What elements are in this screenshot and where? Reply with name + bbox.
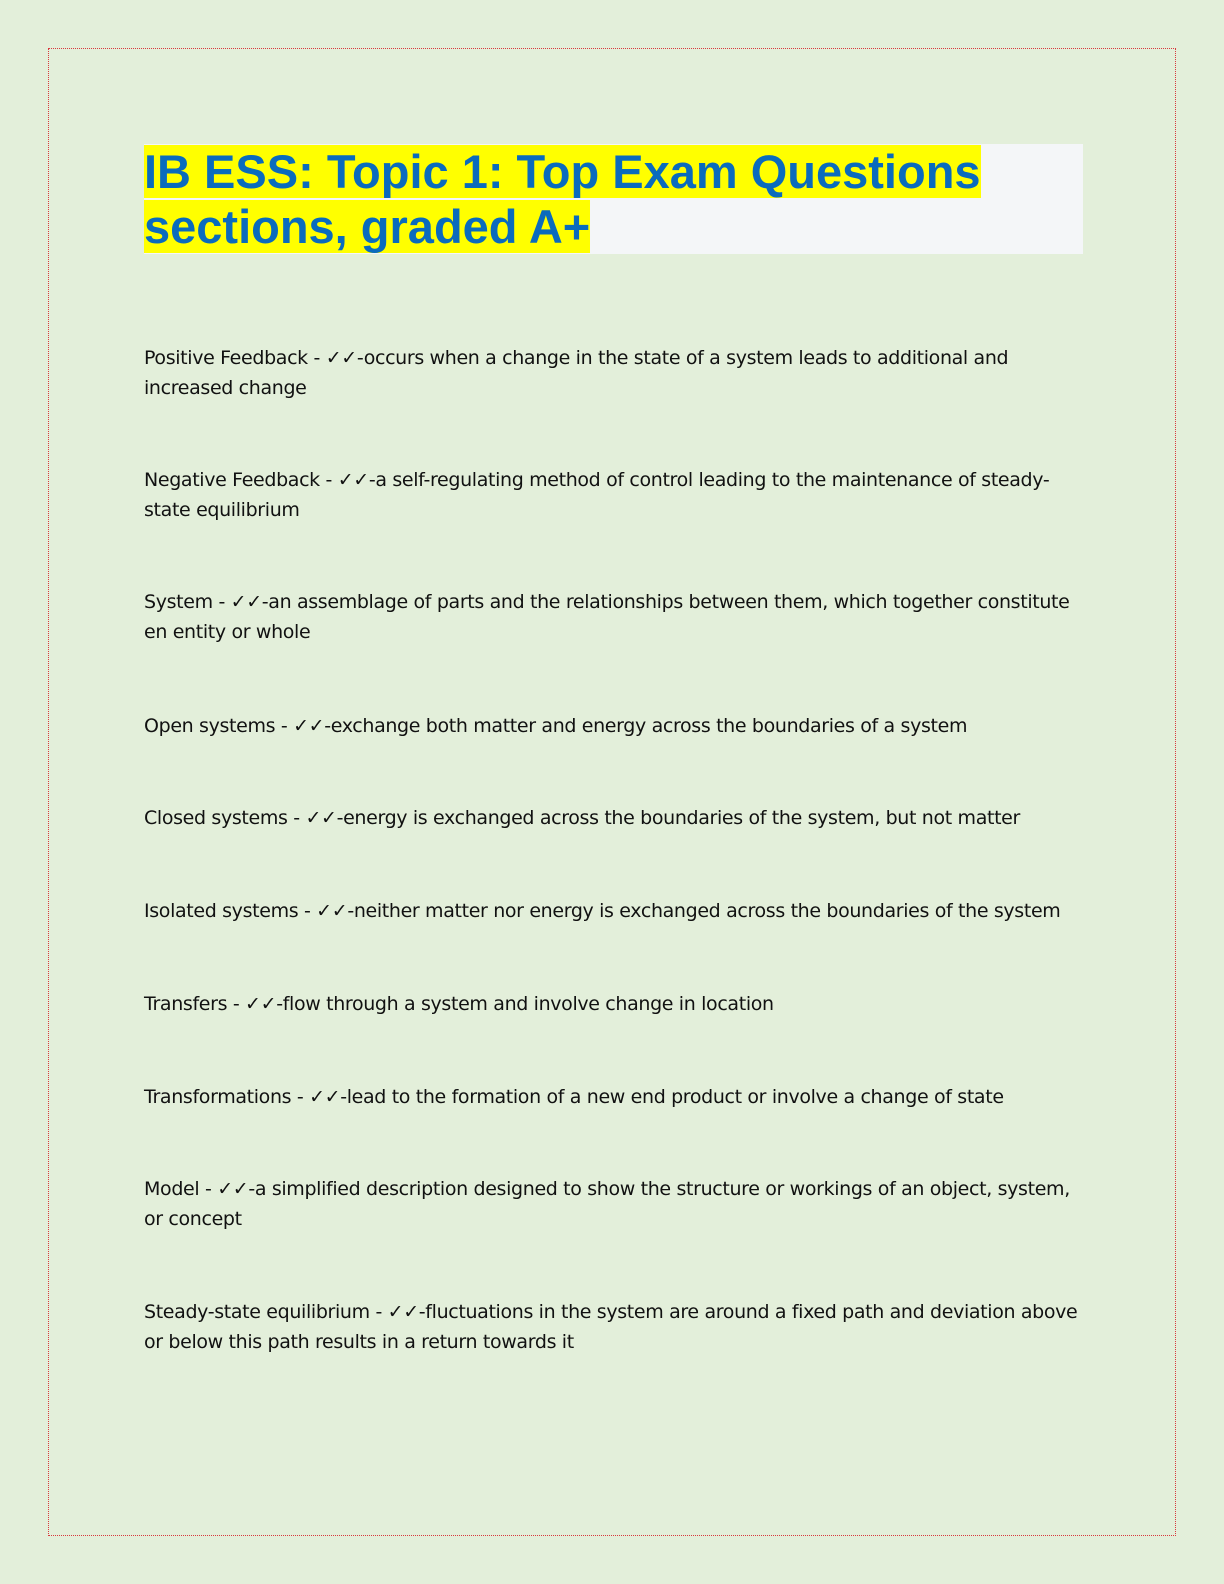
entry-term: Isolated systems - (144, 900, 317, 922)
double-check-icon: ✓✓ (309, 1086, 341, 1108)
double-check-icon: ✓✓ (387, 1301, 419, 1323)
double-check-icon: ✓✓ (305, 807, 337, 829)
definition-entry (144, 1082, 1089, 1112)
definition-entry (144, 803, 1089, 833)
page-title (144, 144, 1083, 254)
entry-term: Open systems - (144, 715, 294, 737)
title-block (144, 144, 1083, 254)
entry-definition: -an assemblage of parts and the relationships between them, which together constitute en entity or whole (144, 591, 1070, 643)
definition-entry (144, 711, 1089, 741)
entry-definition: -fluctuations in the system are around a fixed path and deviation above or below this path results in a return towards it (144, 1301, 1078, 1353)
double-check-icon: ✓✓ (325, 347, 357, 369)
title-line-2: sections, graded A+ (144, 200, 591, 253)
definition-entry (144, 465, 1089, 525)
title-line-1: IB ESS: Topic 1: Top Exam Questions (144, 145, 981, 198)
entry-definition: -lead to the formation of a new end product or involve a change of state (340, 1086, 1004, 1108)
entry-definition: -exchange both matter and energy across the boundaries of a system (324, 715, 968, 737)
entry-term: Positive Feedback - (144, 347, 326, 369)
double-check-icon: ✓✓ (245, 993, 277, 1015)
entry-definition: -neither matter nor energy is exchanged across the boundaries of the system (347, 900, 1061, 922)
entry-term: Model - (144, 1178, 218, 1200)
double-check-icon: ✓✓ (217, 1178, 249, 1200)
definition-entry (144, 587, 1089, 647)
double-check-icon: ✓✓ (293, 715, 325, 737)
entry-term: Negative Feedback - (144, 469, 338, 491)
entry-definition: -occurs when a change in the state of a system leads to additional and increased change (144, 347, 1009, 399)
entry-definition: -energy is exchanged across the boundaries of the system, but not matter (336, 807, 1020, 829)
entry-term: Steady-state equilibrium - (144, 1301, 388, 1323)
entry-term: Transformations - (144, 1086, 310, 1108)
double-check-icon: ✓✓ (337, 469, 369, 491)
definition-entry (144, 1174, 1089, 1234)
entry-term: Transfers - (144, 993, 246, 1015)
entry-definition: -a self-regulating method of control leading to the maintenance of steady-state equilibrium (144, 469, 1050, 521)
entry-definition: -flow through a system and involve change in location (276, 993, 774, 1015)
definition-entry (144, 1297, 1089, 1357)
definition-entry (144, 896, 1089, 926)
double-check-icon: ✓✓ (316, 900, 348, 922)
entry-term: System - (144, 591, 231, 613)
definition-entry (144, 989, 1089, 1019)
double-check-icon: ✓✓ (230, 591, 262, 613)
entry-term: Closed systems - (144, 807, 306, 829)
entry-definition: -a simplified description designed to show the structure or workings of an object, system, or concept (144, 1178, 1070, 1230)
definition-entry (144, 343, 1089, 403)
